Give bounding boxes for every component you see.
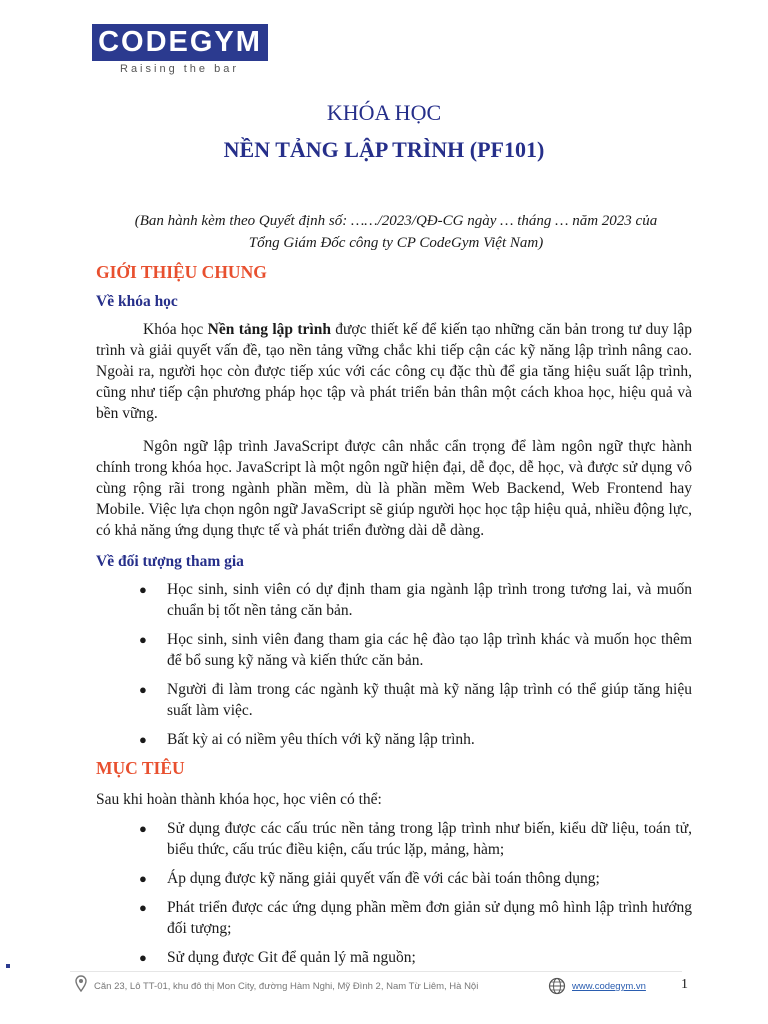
list-item: ● Học sinh, sinh viên có dự định tham gia ngành lập trình trong tương lai, và muốn chuẩn bị tốt nền tảng căn bản. [139, 581, 692, 619]
decree-line2: Tổng Giám Đốc công ty CP CodeGym Việt Nam) [248, 235, 544, 251]
para1-pre: Khóa học [143, 321, 208, 338]
section-heading-goals: MỤC TIÊU [96, 758, 185, 778]
subheading-about-course: Về khóa học [96, 293, 178, 310]
page-footer [70, 971, 682, 1002]
goals-list [96, 818, 692, 968]
list-item: ● Áp dụng được kỹ năng giải quyết vấn đề với các bài toán thông dụng; [139, 870, 600, 887]
footer-address: Căn 23, Lô TT-01, khu đô thị Mon City, đường Hàm Nghi, Mỹ Đình 2, Nam Từ Liêm, Hà Nội [94, 981, 479, 992]
bullet-icon: ● [139, 871, 147, 886]
bullet-icon: ● [139, 821, 147, 836]
website-link[interactable]: www.codegym.vn [572, 981, 646, 992]
intro-paragraph-1 [96, 319, 692, 424]
bullet-icon: ● [139, 900, 147, 915]
logo-tagline: Raising the bar [120, 63, 239, 75]
list-item: ● Phát triển được các ứng dụng phần mềm đơn giản sử dụng mô hình lập trình hướng đối tượng; [139, 899, 692, 937]
bullet-icon: ● [139, 950, 147, 965]
bullet-icon: ● [139, 682, 147, 697]
list-item: ● Sử dụng được Git để quản lý mã nguồn; [139, 949, 416, 966]
decree-line1: (Ban hành kèm theo Quyết định số: ……/2023/QĐ-CG ngày … tháng … năm 2023 của [134, 213, 658, 229]
section-heading-intro: GIỚI THIỆU CHUNG [96, 262, 267, 282]
page-number: 1 [681, 977, 688, 992]
para1-post: được thiết kế để kiến tạo những căn bản trong tư duy lập trình và giải quyết vấn đề, tạo nền tảng vững chắc khi tiếp cận các kỹ năng lập trình nâng cao. Ngoài ra, người học còn được tiếp xúc với các công cụ đặc thù để gia tăng hiệu suất lập trình, cũng như tiếp cận phương pháp học tập và phát triển bản thân một cách khoa học, hiệu quả và bền vững. [96, 321, 692, 422]
audience-list [96, 579, 692, 750]
bullet-icon: ● [139, 632, 147, 647]
intro-paragraph-2: Ngôn ngữ lập trình JavaScript được cân nhắc cẩn trọng để làm ngôn ngữ thực hành chính trong khóa học. JavaScript là một ngôn ngữ hiện đại, dễ đọc, dễ học, và được sử dụng vô cùng rộng rãi trong ngành phần mềm, dù là phần mềm Web Backend, Web Frontend hay Mobile. Việc lựa chọn ngôn ngữ JavaScript sẽ giúp người học học tập hiệu quả, nhiều động lực, có khả năng ứng dụng thực tế và phát triển đường dài dễ dàng. [96, 438, 692, 539]
list-item: ● Học sinh, sinh viên đang tham gia các hệ đào tạo lập trình khác và muốn học thêm để bổ sung kỹ năng và kiến thức căn bản. [139, 631, 692, 669]
bullet-icon: ● [139, 582, 147, 597]
list-item: ● Sử dụng được các cấu trúc nền tảng trong lập trình như biến, kiểu dữ liệu, toán tử, biểu thức, cấu trúc điều kiện, cấu trúc lặp, mảng, hàm; [139, 820, 692, 858]
subheading-audience: Về đối tượng tham gia [96, 553, 244, 570]
codegym-logo [92, 24, 268, 75]
bullet-icon: ● [139, 732, 147, 747]
doc-title-line1: KHÓA HỌC [326, 100, 442, 125]
goals-lead: Sau khi hoàn thành khóa học, học viên có thể: [96, 791, 382, 808]
logo-wordmark: CODEGYM [92, 24, 268, 61]
location-pin-icon [75, 975, 87, 996]
globe-icon [548, 977, 566, 998]
decree-note [96, 210, 696, 254]
list-item: ● Người đi làm trong các ngành kỹ thuật mà kỹ năng lập trình có thể giúp tăng hiệu suất làm việc. [139, 681, 692, 719]
document-body [96, 262, 692, 976]
doc-title-line2: NỀN TẢNG LẬP TRÌNH (PF101) [223, 137, 545, 162]
page-corner-mark [6, 964, 10, 968]
course-name-bold: Nền tảng lập trình [207, 321, 331, 338]
list-item: ● Bất kỳ ai có niềm yêu thích với kỹ năng lập trình. [139, 731, 475, 748]
